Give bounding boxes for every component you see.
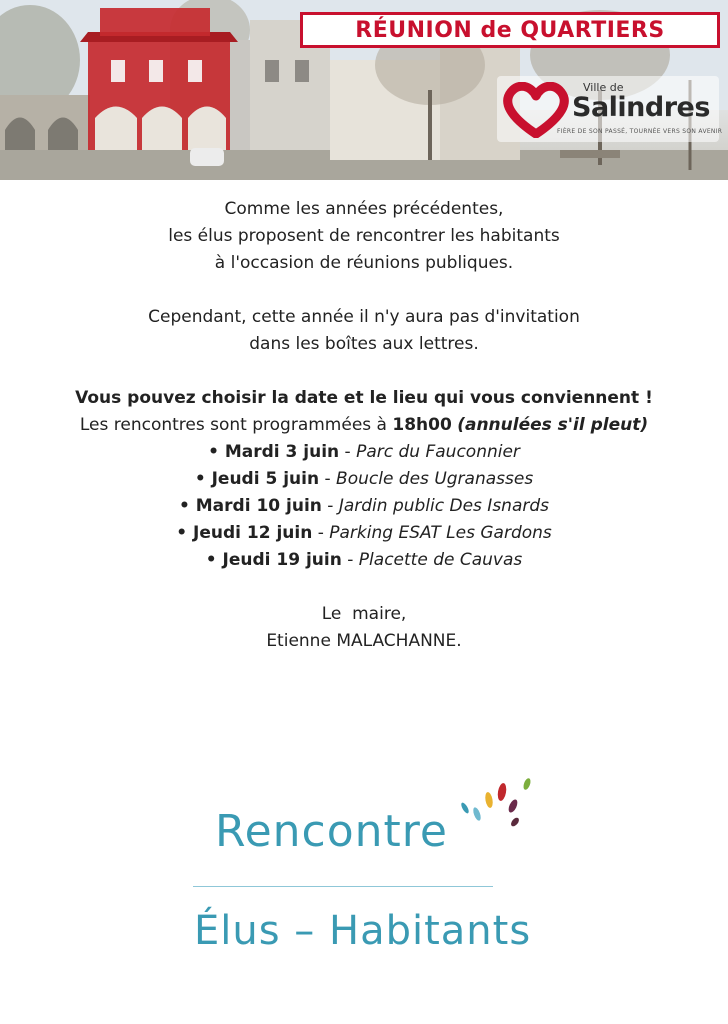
signature-role: Le maire,	[321, 604, 407, 624]
event-item	[0, 520, 728, 547]
logo-tagline: FIÈRE DE SON PASSÉ, TOURNÉE VERS SON AVENIR	[557, 128, 723, 135]
logo-line-elus-habitants: Élus – Habitants	[194, 908, 532, 954]
schedule-line	[0, 412, 728, 439]
event-date: • Jeudi 19 juin	[205, 550, 342, 570]
header-banner	[0, 0, 728, 180]
notice-paragraph	[0, 304, 728, 358]
event-place: Boucle des Ugranasses	[336, 469, 534, 489]
event-separator: -	[321, 496, 339, 516]
event-item	[0, 493, 728, 520]
schedule-note: (annulées s'il pleut)	[457, 415, 649, 435]
intro-line: Comme les années précédentes,	[224, 199, 504, 219]
schedule-prefix: Les rencontres sont programmées à	[79, 415, 393, 435]
notice-line: dans les boîtes aux lettres.	[249, 334, 479, 354]
intro-line: les élus proposent de rencontrer les habitants	[168, 226, 560, 246]
event-place: Parc du Fauconnier	[356, 442, 520, 462]
event-place: Parking ESAT Les Gardons	[329, 523, 552, 543]
event-date: • Jeudi 5 juin	[194, 469, 320, 489]
event-item	[0, 439, 728, 466]
logo-line-rencontre: Rencontre	[215, 806, 448, 857]
confetti-petals-icon	[455, 770, 545, 840]
logo-divider	[193, 886, 493, 887]
event-separator: -	[339, 442, 357, 462]
rencontre-logo	[0, 770, 728, 970]
intro-line: à l'occasion de réunions publiques.	[214, 253, 514, 273]
banner-title: RÉUNION de QUARTIERS	[355, 17, 665, 43]
event-place: Jardin public Des Isnards	[338, 496, 550, 516]
event-item	[0, 547, 728, 574]
notice-line: Cependant, cette année il n'y aura pas d'invitation	[148, 307, 580, 327]
event-place: Placette de Cauvas	[358, 550, 523, 570]
event-date: • Mardi 10 juin	[178, 496, 322, 516]
event-item	[0, 466, 728, 493]
schedule-time: 18h00	[392, 415, 452, 435]
event-date: • Jeudi 12 juin	[176, 523, 313, 543]
events-list	[0, 439, 728, 574]
highlight-text: Vous pouvez choisir la date et le lieu qui vous conviennent !	[75, 388, 653, 408]
event-date: • Mardi 3 juin	[208, 442, 340, 462]
event-separator: -	[319, 469, 337, 489]
signature-block	[0, 601, 728, 655]
event-separator: -	[312, 523, 330, 543]
logo-town-name: Salindres	[572, 92, 710, 123]
logo-ville-de: Ville de	[583, 81, 624, 94]
intro-paragraph	[0, 196, 728, 277]
event-separator: -	[341, 550, 359, 570]
banner-title-box	[300, 12, 720, 48]
salindres-logo	[497, 76, 723, 142]
signature-name: Etienne MALACHANNE.	[266, 631, 462, 651]
announcement-body	[0, 196, 728, 655]
